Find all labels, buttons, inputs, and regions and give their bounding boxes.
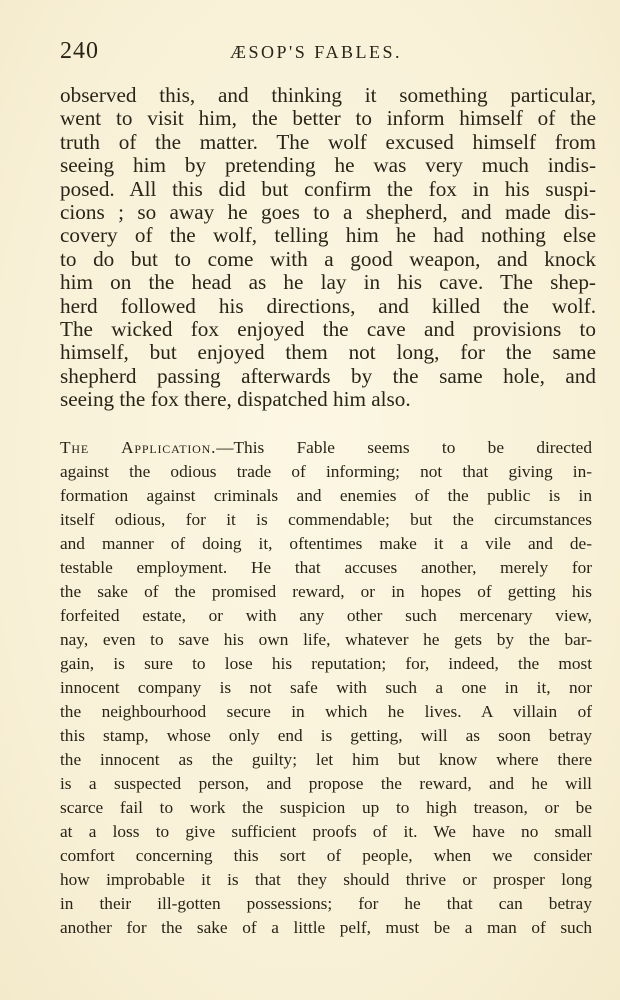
running-head <box>60 38 560 68</box>
application-line: another for the sake of a little pelf, must be a man of such <box>60 918 592 937</box>
application-line: nay, even to save his own life, whatever he gets by the bar- <box>60 630 592 649</box>
application-line: and manner of doing it, oftentimes make it a vile and de- <box>60 534 592 553</box>
application-line: the innocent as the guilty; let him but know where there <box>60 750 592 769</box>
application-line: against the odious trade of informing; not that giving in- <box>60 462 592 481</box>
fable-line: cions ; so away he goes to a shepherd, and made dis- <box>60 199 596 224</box>
fable-line: observed this, and thinking it something particular, <box>60 83 596 107</box>
fable-line: The wicked fox enjoyed the cave and provisions to <box>60 316 596 341</box>
fable-line: seeing him by pretending he was very much indis- <box>60 153 596 178</box>
running-title: ÆSOP'S FABLES. <box>230 42 402 62</box>
application-line: how improbable it is that they should thrive or prosper long <box>60 870 592 889</box>
application-first-line <box>60 436 592 460</box>
fable-text <box>60 84 596 411</box>
application-line: gain, is sure to lose his reputation; for, indeed, the most <box>60 654 592 673</box>
application-line: this stamp, whose only end is getting, will as soon betray <box>60 726 592 745</box>
application-line: forfeited estate, or with any other such mercenary view, <box>60 606 592 625</box>
fable-line: to do but to come with a good weapon, and knock <box>60 246 596 271</box>
fable-line: truth of the matter. The wolf excused himself from <box>60 129 596 154</box>
application-line: testable employment. He that accuses another, merely for <box>60 558 592 577</box>
application-section <box>60 436 592 940</box>
application-line: at a loss to give sufficient proofs of it. We have no small <box>60 822 592 841</box>
fable-line: him on the head as he lay in his cave. The shep- <box>60 270 596 295</box>
application-line: the sake of the promised reward, or in hopes of getting his <box>60 582 592 601</box>
application-heading: The Application. <box>60 438 217 457</box>
application-line: formation against criminals and enemies of the public is in <box>60 486 592 505</box>
page-number: 240 <box>60 38 99 64</box>
fable-line: himself, but enjoyed them not long, for the same <box>60 340 596 365</box>
application-line: the neighbourhood secure in which he lives. A villain of <box>60 702 592 721</box>
fable-line: posed. All this did but confirm the fox in his suspi- <box>60 176 596 201</box>
application-line: is a suspected person, and propose the reward, and he will <box>60 774 592 793</box>
application-line: comfort concerning this sort of people, when we consider <box>60 846 592 865</box>
fable-line: shepherd passing afterwards by the same hole, and <box>60 363 596 388</box>
application-line: in their ill-gotten possessions; for he that can betray <box>60 894 592 913</box>
application-line: scarce fail to work the suspicion up to high treason, or be <box>60 798 592 817</box>
application-line: innocent company is not safe with such a one in it, nor <box>60 678 592 697</box>
fable-line: seeing the fox there, dispatched him also. <box>60 387 411 412</box>
application-line: itself odious, for it is commendable; but the circumstances <box>60 510 592 529</box>
fable-line: covery of the wolf, telling him he had nothing else <box>60 223 596 248</box>
application-intro: —This Fable seems to be directed <box>216 438 592 457</box>
fable-line: went to visit him, the better to inform himself of the <box>60 106 596 131</box>
fable-line: herd followed his directions, and killed the wolf. <box>60 293 596 318</box>
